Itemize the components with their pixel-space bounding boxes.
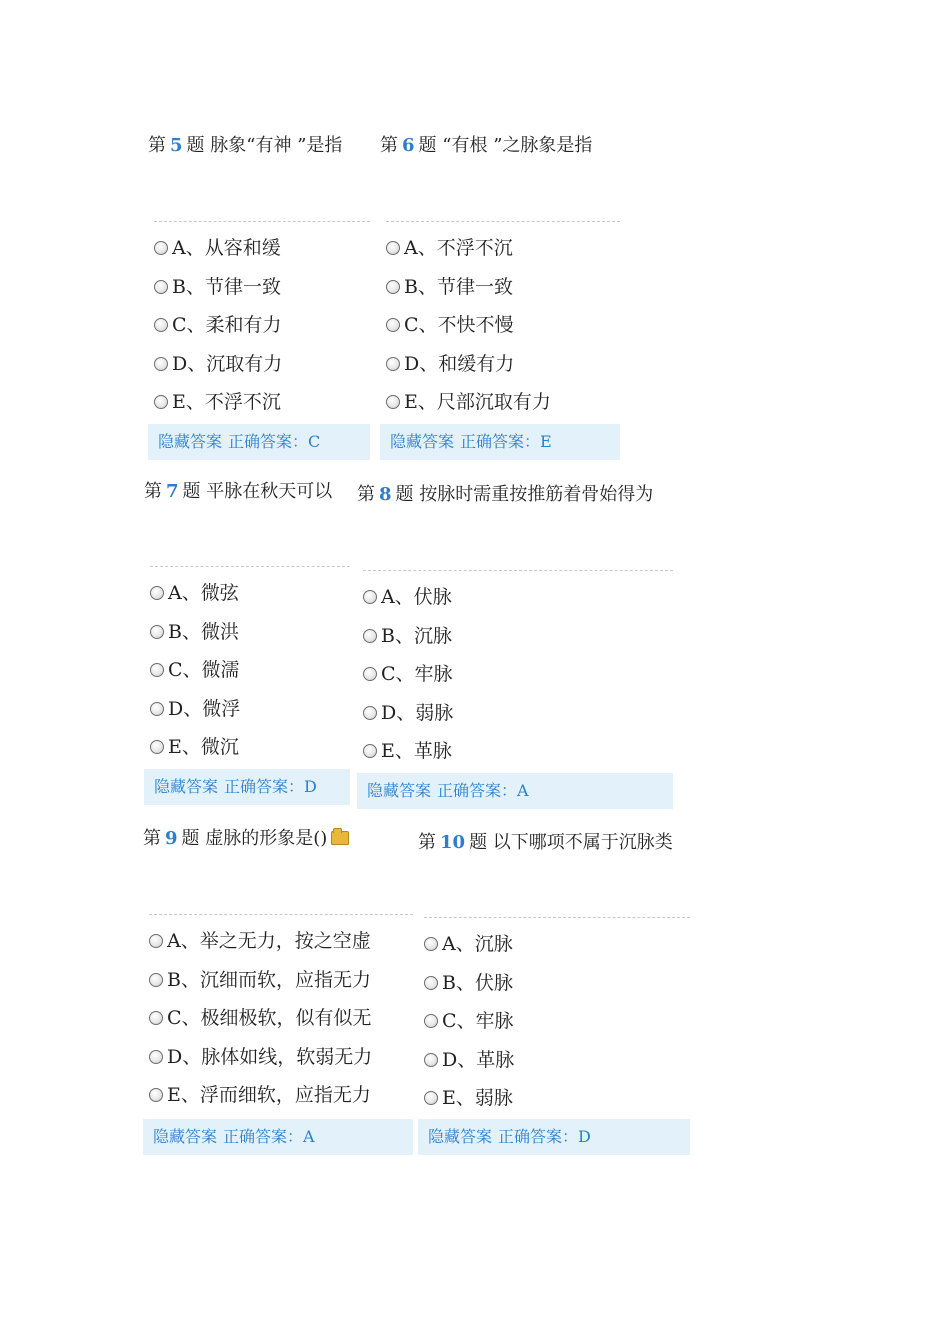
option-b[interactable]: B、伏脉 [424,964,514,1003]
radio-button[interactable] [150,586,164,600]
divider [154,221,370,222]
option-b[interactable]: B、节律一致 [154,268,282,307]
option-c[interactable]: C、不快不慢 [386,306,551,345]
option-d[interactable]: D、革脉 [424,1041,514,1080]
radio-button[interactable] [150,740,164,754]
correct-answer: A [517,781,529,800]
correct-answer: D [578,1127,591,1146]
option-e[interactable]: E、不浮不沉 [154,383,282,422]
option-a[interactable]: A、举之无力，按之空虚 [149,922,372,961]
question-8 [357,481,673,800]
question-5 [148,132,370,451]
radio-button[interactable] [386,280,400,294]
question-title: 第 5 题 脉象“有神 ”是指 [148,135,343,156]
question-9 [143,825,413,1146]
question-number: 7 [166,481,179,502]
answer-bar: 隐藏答案 正确答案：D [418,1119,690,1155]
question-title: 第 10 题 以下哪项不属于沉脉类 [418,832,673,853]
radio-button[interactable] [386,241,400,255]
question-number: 6 [402,135,415,156]
option-c[interactable]: C、牢脉 [424,1002,514,1041]
radio-button[interactable] [363,744,377,758]
question-7 [144,478,350,796]
hide-answer-link[interactable]: 隐藏答案 [390,432,455,451]
question-text: 虚脉的形象是() [205,828,328,849]
divider [386,221,620,222]
hide-answer-link[interactable]: 隐藏答案 [154,777,219,796]
divider [424,917,690,918]
option-a[interactable]: A、微弦 [150,574,240,613]
radio-button[interactable] [424,937,438,951]
radio-button[interactable] [424,1091,438,1105]
question-text: 脉象“有神 ”是指 [210,135,343,156]
option-d[interactable]: D、沉取有力 [154,345,282,384]
radio-button[interactable] [154,280,168,294]
radio-button[interactable] [424,1014,438,1028]
radio-button[interactable] [149,1011,163,1025]
correct-answer: D [304,777,317,796]
option-a[interactable]: A、伏脉 [363,578,453,617]
radio-button[interactable] [363,706,377,720]
option-d[interactable]: D、弱脉 [363,694,453,733]
radio-button[interactable] [386,395,400,409]
question-text: “有根 ”之脉象是指 [442,135,593,156]
divider [363,570,673,571]
answer-bar: 隐藏答案 正确答案：E [380,424,620,460]
question-text: 以下哪项不属于沉脉类 [492,832,673,853]
radio-button[interactable] [149,973,163,987]
question-title: 第 7 题 平脉在秋天可以 [144,481,333,502]
radio-button[interactable] [424,1053,438,1067]
correct-answer: A [303,1127,315,1146]
option-d[interactable]: D、脉体如线，软弱无力 [149,1038,372,1077]
radio-button[interactable] [150,663,164,677]
radio-button[interactable] [149,934,163,948]
hide-answer-link[interactable]: 隐藏答案 [428,1127,493,1146]
option-d[interactable]: D、微浮 [150,690,240,729]
option-e[interactable]: E、微沉 [150,728,240,767]
answer-bar: 隐藏答案 正确答案：A [143,1119,413,1155]
answer-bar: 隐藏答案 正确答案：C [148,424,370,460]
question-title: 第 9 题 虚脉的形象是() [143,825,413,853]
option-d[interactable]: D、和缓有力 [386,345,551,384]
option-b[interactable]: B、沉细而软，应指无力 [149,961,372,1000]
radio-button[interactable] [149,1088,163,1102]
radio-button[interactable] [386,357,400,371]
option-c[interactable]: C、牢脉 [363,655,453,694]
question-number: 8 [379,484,392,505]
hide-answer-link[interactable]: 隐藏答案 [367,781,432,800]
correct-answer: C [308,432,321,451]
question-10 [418,829,690,1146]
answer-bar: 隐藏答案 正确答案：A [357,773,673,809]
radio-button[interactable] [154,395,168,409]
question-title: 第 6 题 “有根 ”之脉象是指 [380,135,593,156]
option-b[interactable]: B、节律一致 [386,268,551,307]
answer-bar: 隐藏答案 正确答案：D [144,769,350,805]
question-6 [380,132,620,451]
question-number: 10 [440,832,466,853]
radio-button[interactable] [154,357,168,371]
hide-answer-link[interactable]: 隐藏答案 [158,432,223,451]
radio-button[interactable] [363,590,377,604]
correct-answer: E [540,432,552,451]
radio-button[interactable] [150,625,164,639]
question-text: 平脉在秋天可以 [206,481,333,502]
option-c[interactable]: C、极细极软，似有似无 [149,999,372,1038]
option-e[interactable]: E、革脉 [363,732,453,771]
question-number: 5 [170,135,183,156]
option-e[interactable]: E、浮而细软，应指无力 [149,1076,372,1115]
option-a[interactable]: A、沉脉 [424,925,514,964]
divider [150,566,350,567]
radio-button[interactable] [149,1050,163,1064]
radio-button[interactable] [386,318,400,332]
divider [149,914,413,915]
option-e[interactable]: E、尺部沉取有力 [386,383,551,422]
radio-button[interactable] [424,976,438,990]
option-c[interactable]: C、柔和有力 [154,306,282,345]
radio-button[interactable] [363,629,377,643]
question-number: 9 [165,828,178,849]
option-b[interactable]: B、微洪 [150,613,240,652]
radio-button[interactable] [154,241,168,255]
option-e[interactable]: E、弱脉 [424,1079,514,1118]
radio-button[interactable] [363,667,377,681]
radio-button[interactable] [154,318,168,332]
folder-icon[interactable] [331,831,349,845]
question-text: 按脉时需重按推筋着骨始得为 [419,484,654,505]
question-title: 第 8 题 按脉时需重按推筋着骨始得为 [357,484,654,505]
option-a[interactable]: A、从容和缓 [154,229,282,268]
option-b[interactable]: B、沉脉 [363,617,453,656]
radio-button[interactable] [150,702,164,716]
option-a[interactable]: A、不浮不沉 [386,229,551,268]
option-c[interactable]: C、微濡 [150,651,240,690]
hide-answer-link[interactable]: 隐藏答案 [153,1127,218,1146]
